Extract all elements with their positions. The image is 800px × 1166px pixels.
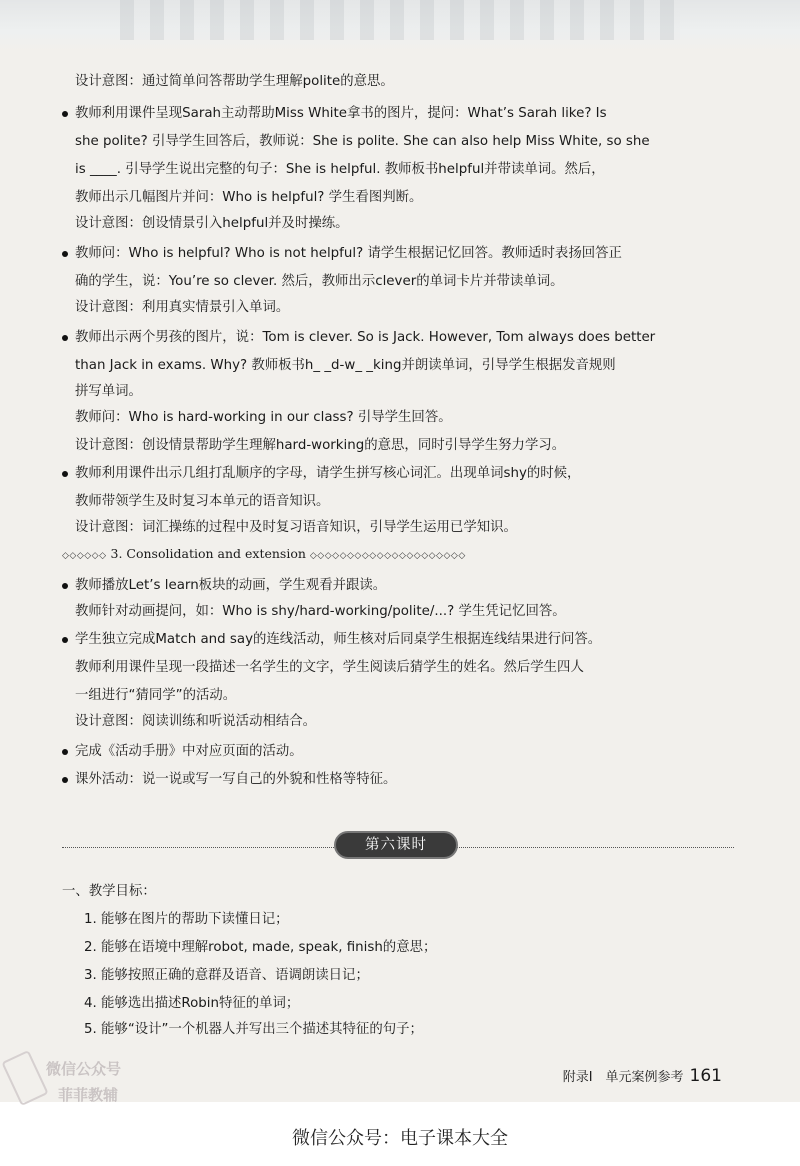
heading-ornament-left: ◇◇◇◇◇◇	[62, 551, 107, 561]
watermark	[6, 1050, 156, 1116]
text-line: than Jack in exams. Why? 教师板书h_ _d-w_ _king并朗读单词，引导学生根据发音规则	[75, 358, 616, 373]
text-line: 教师带领学生及时复习本单元的语音知识。	[75, 494, 330, 509]
watermark-line1: 微信公众号	[46, 1060, 122, 1078]
bullet-line: 教师问：Who is helpful? Who is not helpful? 请学生根据记忆回答。教师适时表扬回答正	[75, 244, 622, 264]
bullet-line: 课外活动：说一说或写一写自己的外貌和性格等特征。	[75, 770, 396, 790]
heading-ornament-right: ◇◇◇◇◇◇◇◇◇◇◇◇◇◇◇◇◇◇◇◇◇	[309, 551, 466, 561]
pencil-icon	[1, 1050, 48, 1106]
text-line: 设计意图：通过简单问答帮助学生理解polite的意思。	[75, 74, 394, 89]
lesson-divider	[62, 827, 734, 863]
objective-item: 1. 能够在图片的帮助下读懂日记；	[84, 912, 289, 927]
text-line: 拼写单词。	[75, 384, 142, 399]
text-line: 一组进行“猜同学”的活动。	[75, 688, 237, 703]
objectives-heading: 一、教学目标：	[62, 884, 156, 899]
text-line: 确的学生，说：You’re so clever. 然后，教师出示clever的单词卡片并带读单词。	[75, 274, 564, 289]
lesson-title: 第六课时	[334, 831, 458, 859]
text-line: 教师问：Who is hard-working in our class? 引导学生回答。	[75, 410, 452, 425]
text-line: is ____. 引导学生说出完整的句子：She is helpful. 教师板书helpful并带读单词。然后，	[75, 162, 605, 177]
bullet-line: 完成《活动手册》中对应页面的活动。	[75, 742, 303, 762]
bullet-line: 教师出示两个男孩的图片，说：Tom is clever. So is Jack. However, Tom always does better	[75, 328, 655, 348]
bullet-line: 教师利用课件出示几组打乱顺序的字母，请学生拼写核心词汇。出现单词shy的时候，	[75, 464, 580, 484]
bullet-line: 教师利用课件呈现Sarah主动帮助Miss White拿书的图片，提问：What’s Sarah like? Is	[75, 104, 607, 124]
section-heading	[62, 546, 466, 561]
page-top-shadow	[0, 0, 800, 52]
text-line: 设计意图：词汇操练的过程中及时复习语音知识，引导学生运用已学知识。	[75, 520, 517, 535]
objective-item: 4. 能够选出描述Robin特征的单词；	[84, 996, 300, 1011]
objective-item: 5. 能够“设计”一个机器人并写出三个描述其特征的句子；	[84, 1022, 423, 1037]
section-heading-text: 3. Consolidation and extension	[110, 546, 306, 561]
text-line: 设计意图：利用真实情景引入单词。	[75, 300, 290, 315]
bottom-caption: 微信公众号：电子课本大全	[292, 1128, 508, 1149]
page-number: 161	[689, 1066, 722, 1086]
objective-item: 3. 能够按照正确的意群及语音、语调朗读日记；	[84, 968, 369, 983]
page-footer	[563, 1066, 722, 1086]
text-line: 教师针对动画提问，如：Who is shy/hard-working/polite/...? 学生凭记忆回答。	[75, 604, 566, 619]
objective-item: 2. 能够在语境中理解robot, made, speak, finish的意思；	[84, 940, 437, 955]
bullet-line: 学生独立完成Match and say的连线活动，师生核对后同桌学生根据连线结果进行问答。	[75, 630, 601, 650]
footer-label: 附录I 单元案例参考	[562, 1070, 684, 1085]
text-line: 设计意图：创设情景引入helpful并及时操练。	[75, 216, 349, 231]
watermark-line2: 菲菲教辅	[58, 1086, 119, 1104]
text-line: she polite? 引导学生回答后，教师说：She is polite. She can also help Miss White, so she	[75, 134, 650, 149]
text-line: 设计意图：阅读训练和听说活动相结合。	[75, 714, 317, 729]
text-line: 设计意图：创设情景帮助学生理解hard-working的意思，同时引导学生努力学习。	[75, 438, 566, 453]
text-line: 教师出示几幅图片并问：Who is helpful? 学生看图判断。	[75, 190, 423, 205]
bullet-line: 教师播放Let’s learn板块的动画，学生观看并跟读。	[75, 576, 386, 596]
text-line: 教师利用课件呈现一段描述一名学生的文字，学生阅读后猜学生的姓名。然后学生四人	[75, 660, 584, 675]
